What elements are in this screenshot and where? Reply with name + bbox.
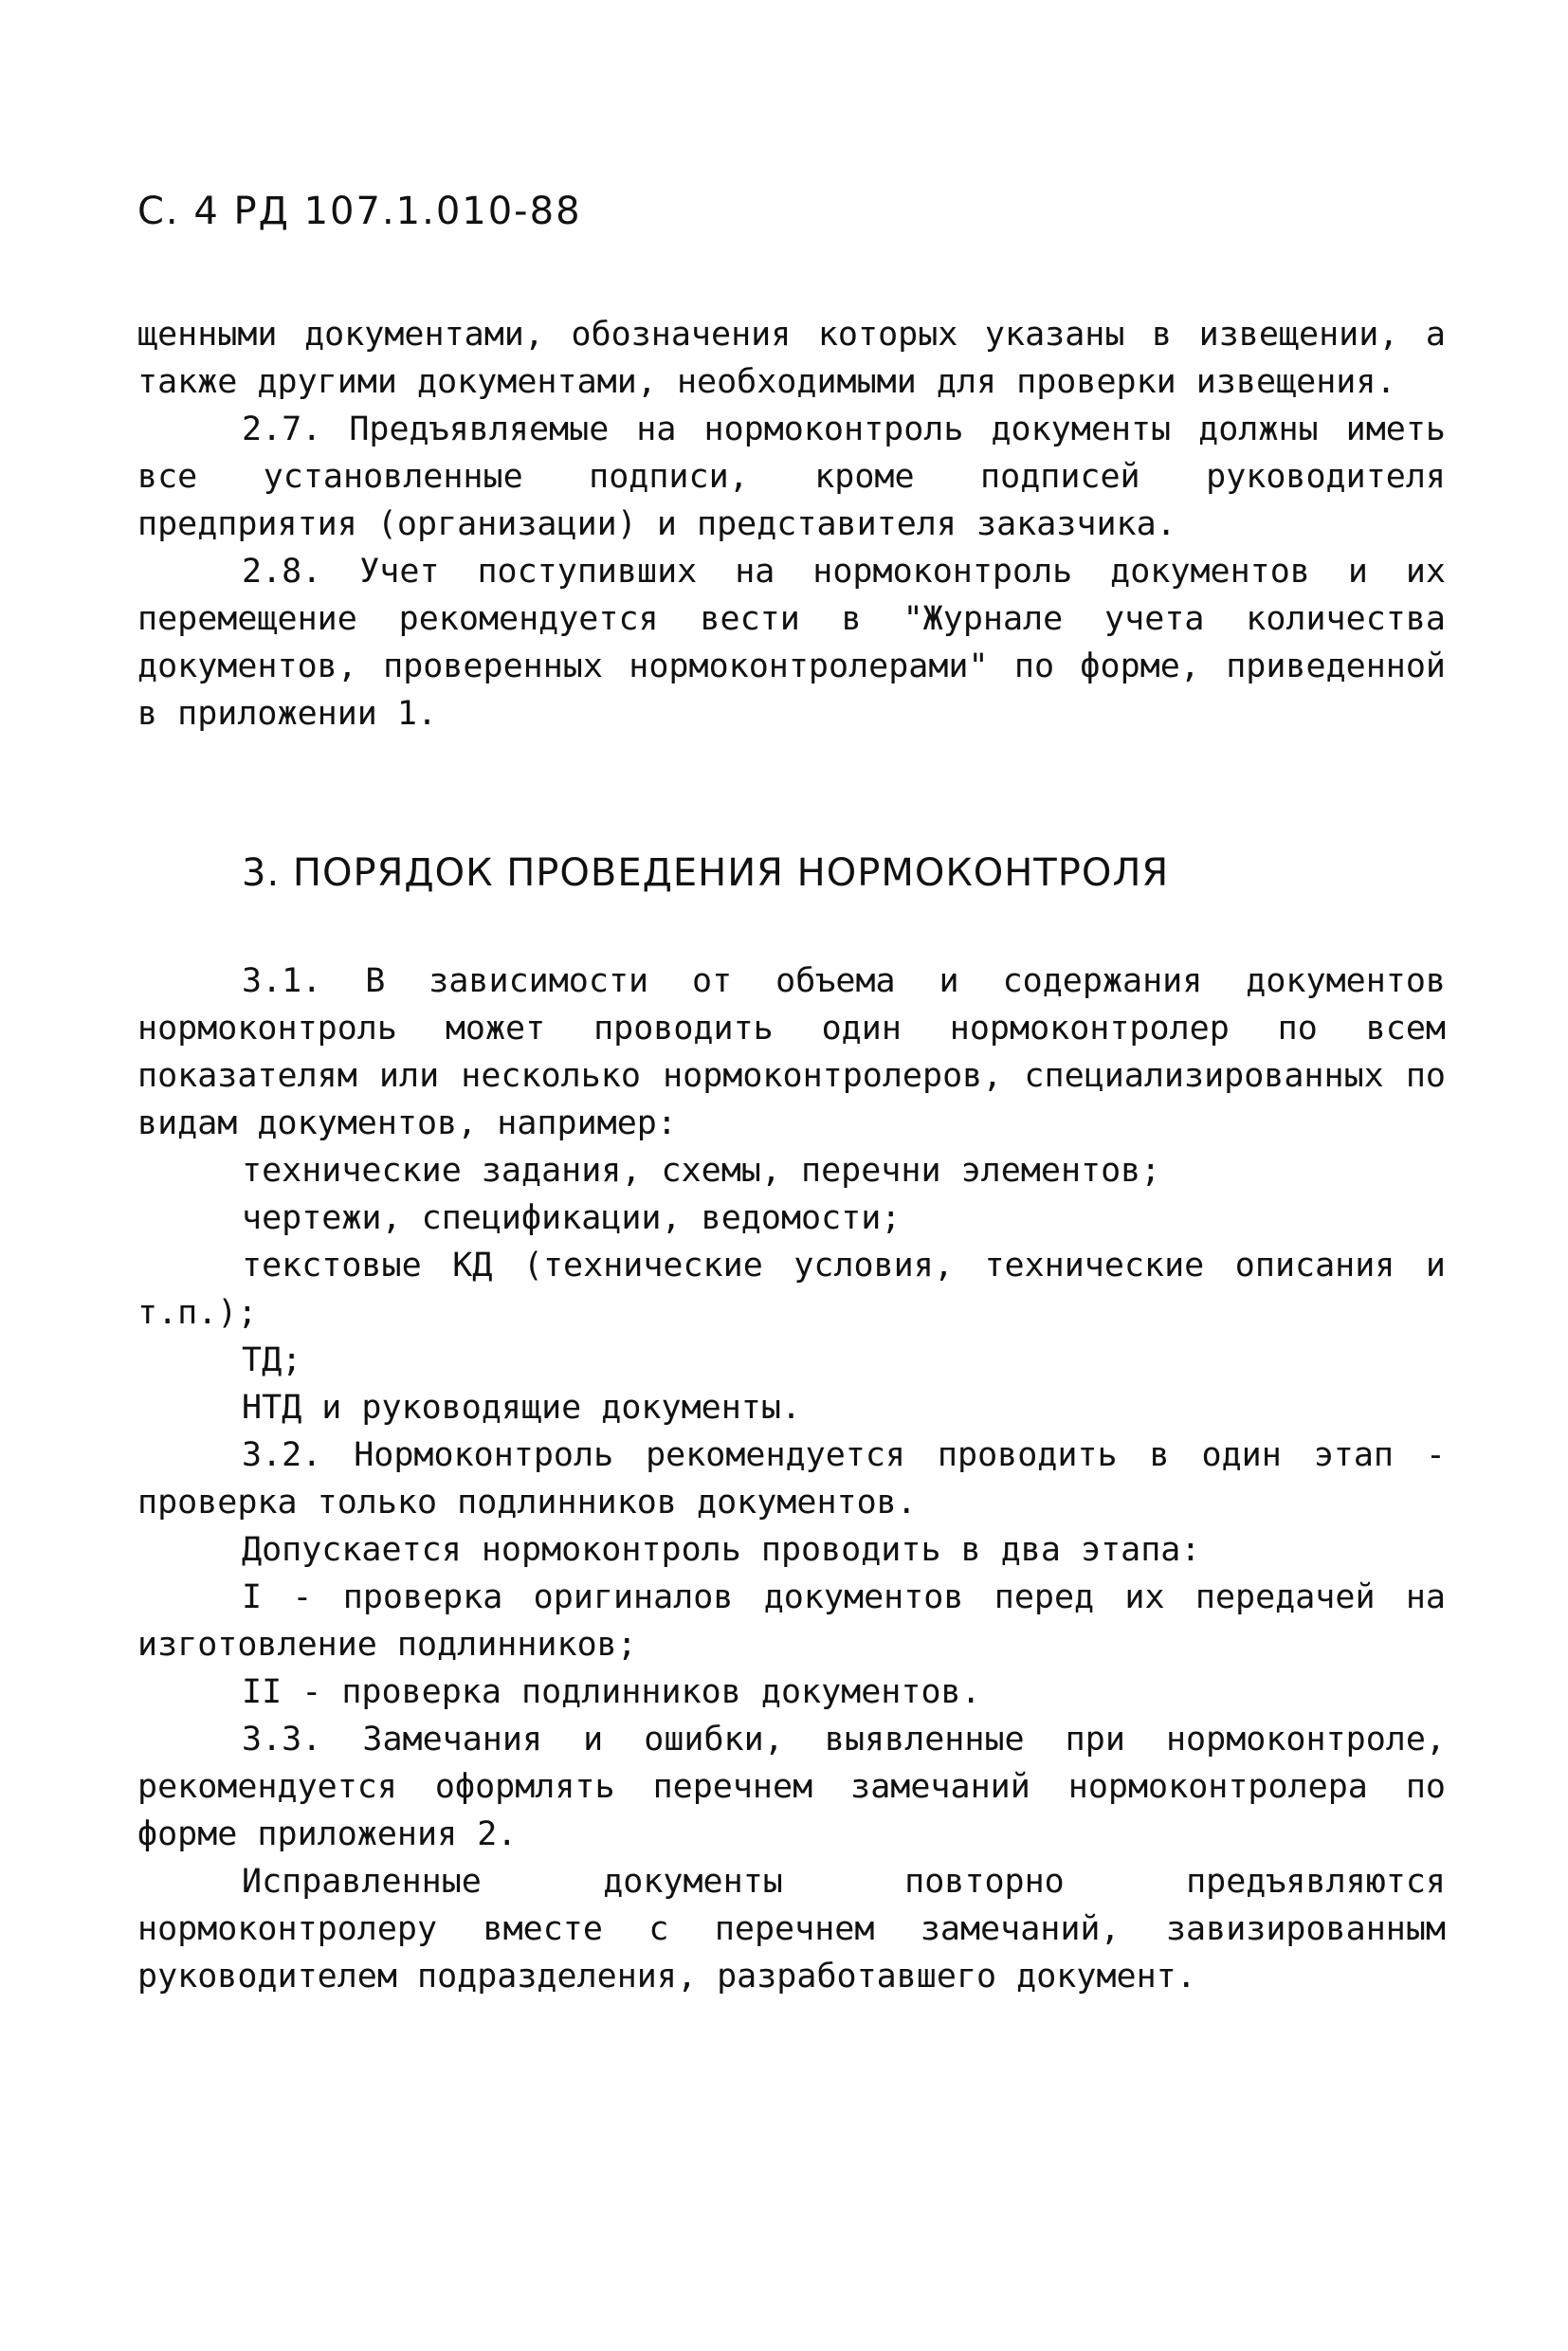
paragraph-3-3: 3.3. Замечания и ошибки, выявленные при нормоконтроле, рекомендуется оформлять перечнем замечаний нормоконтролера по форме приложения 2. <box>137 1721 1446 1853</box>
paragraph-two-stages: Допускается нормоконтроль проводить в два этапа: <box>242 1531 1201 1569</box>
list-item-drawings: чертежи, спецификации, ведомости; <box>242 1199 902 1237</box>
stage-one: I - проверка оригиналов документов перед их передачей на изготовление подлинников; <box>137 1578 1446 1664</box>
paragraph-continuation: щенными документами, обозначения которых указаны в извещении, а также другими документами, необходимыми для проверки извещения. <box>137 316 1446 401</box>
paragraph-3-2: 3.2. Нормоконтроль рекомендуется проводить в один этап - проверка только подлинников документов. <box>137 1436 1446 1522</box>
section-title: 3. ПОРЯДОК ПРОВЕДЕНИЯ НОРМОКОНТРОЛЯ <box>242 851 1170 895</box>
list-item-ntd: НТД и руководящие документы. <box>242 1389 802 1427</box>
paragraph-2-7: 2.7. Предъявляемые на нормоконтроль документы должны иметь все установленные подписи, кроме подписей руководителя предприятия (организации) и представителя заказчика. <box>137 410 1446 543</box>
paragraph-2-8: 2.8. Учет поступивших на нормоконтроль документов и их перемещение рекомендуется вести в "Журнале учета количества документов, проверенных нормоконтролерами" по форме, приведенной в приложении 1. <box>137 553 1446 733</box>
stage-two: II - проверка подлинников документов. <box>242 1673 981 1711</box>
list-item-td: ТД; <box>242 1341 302 1379</box>
paragraph-corrected-documents: Исправленные документы повторно предъявляются нормоконтролеру вместе с перечнем замечаний, завизированным руководителем подразделения, разработавшего документ. <box>137 1863 1446 1996</box>
list-item-text-kd: текстовые КД (технические условия, технические описания и т.п.); <box>137 1247 1446 1332</box>
paragraph-3-1: 3.1. В зависимости от объема и содержания документов нормоконтроль может проводить один нормоконтролер по всем показателям или несколько нормоконтролеров, специализированных по видам документов, например: <box>137 962 1446 1142</box>
document-page <box>137 190 1446 2000</box>
list-item-technical-tasks: технические задания, схемы, перечни элементов; <box>242 1152 1161 1190</box>
page-header: С. 4 РД 107.1.010-88 <box>137 190 582 233</box>
